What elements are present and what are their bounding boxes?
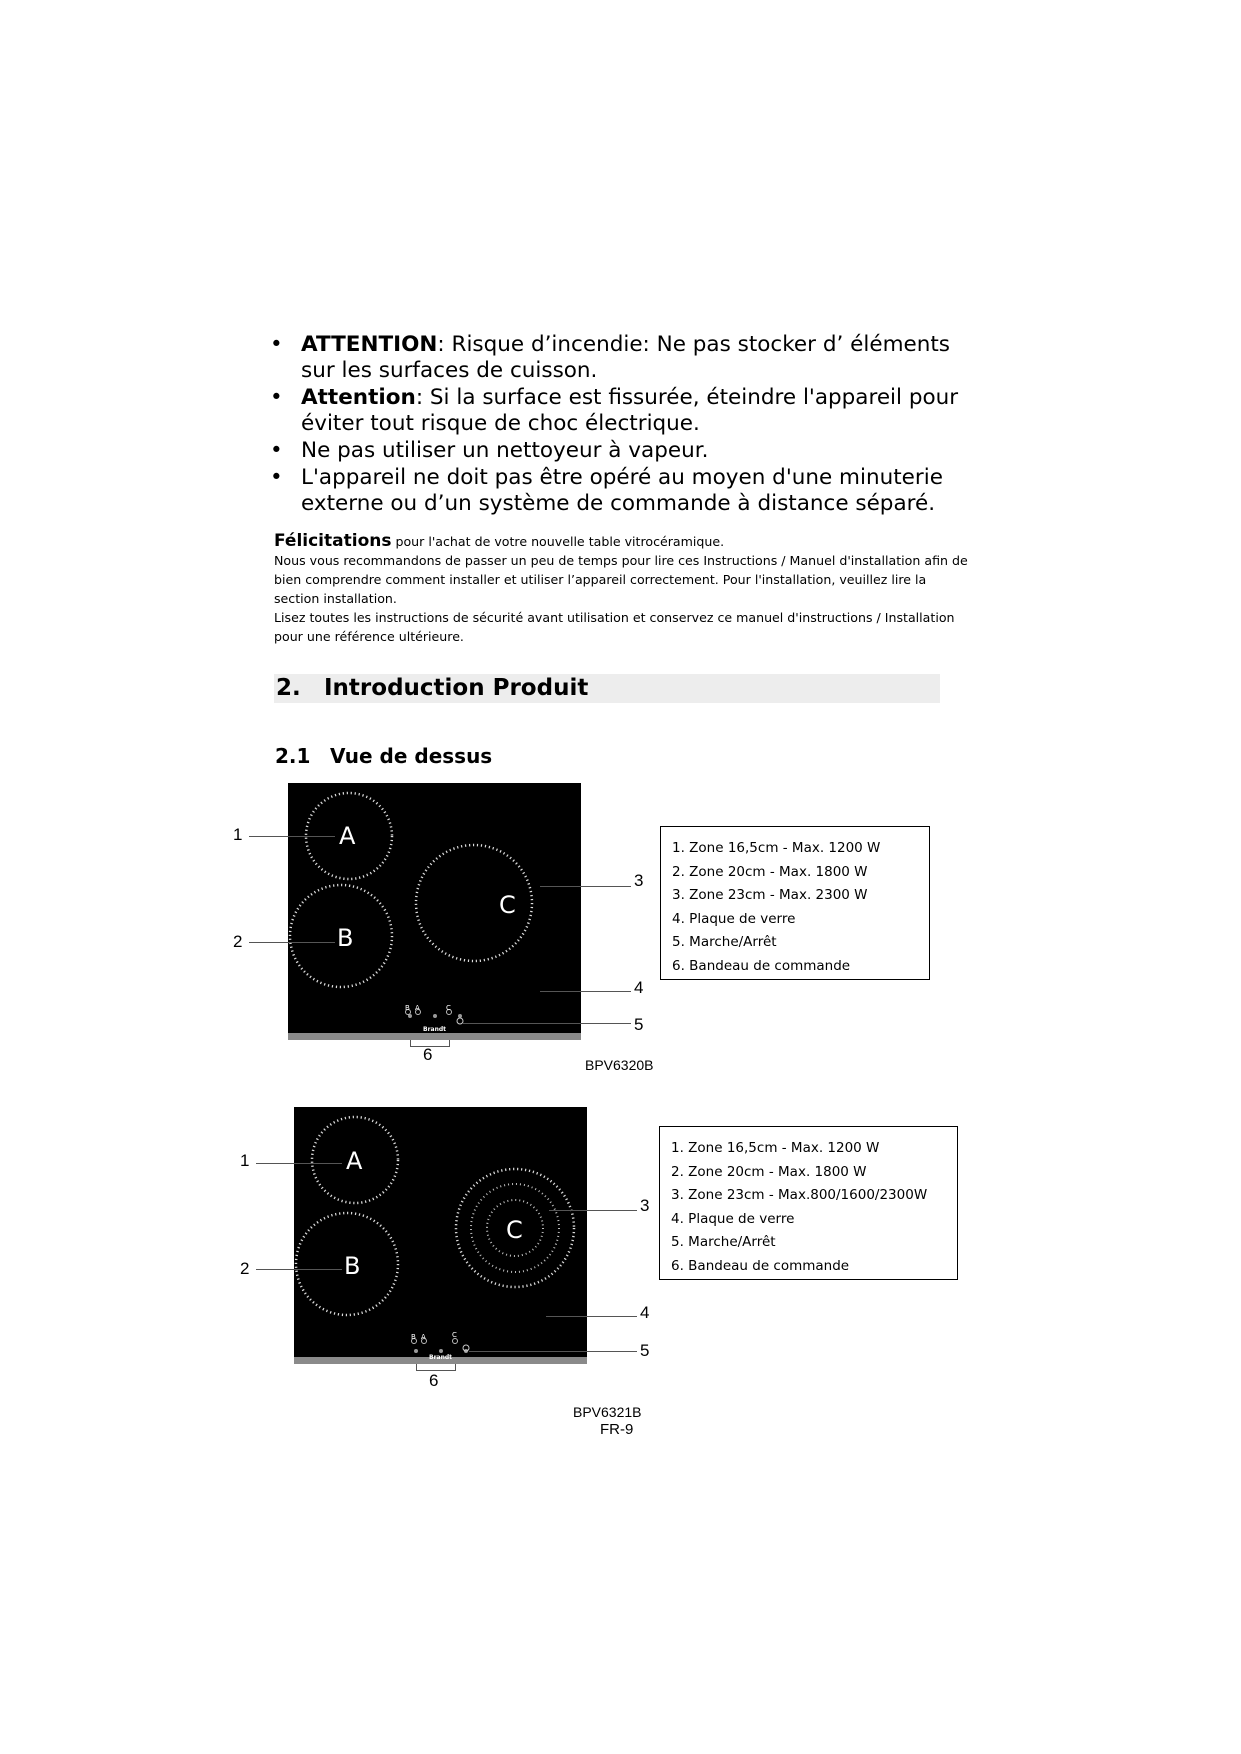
panel-dot — [439, 1349, 443, 1353]
leader-line-3 — [549, 1210, 637, 1211]
leader-line-5 — [463, 1023, 631, 1024]
zone-c-label: C — [506, 1216, 523, 1244]
warning-keyword: Attention — [301, 385, 416, 410]
callout-1: 1 — [240, 1151, 250, 1170]
callout-5: 5 — [640, 1341, 650, 1360]
section-number: 2. — [276, 675, 301, 701]
panel-label-b: B — [405, 1004, 410, 1012]
brand-logo: Brandt — [423, 1026, 447, 1033]
felicitations-line — [274, 532, 974, 551]
panel-label-b: B — [411, 1333, 416, 1341]
zone-a-label: A — [339, 822, 356, 850]
legend-item: 5. Marche/Arrêt — [672, 934, 777, 950]
callout-5: 5 — [634, 1015, 644, 1034]
felicitations-rest: pour l'achat de votre nouvelle table vitrocéramique. — [391, 534, 725, 549]
bracket-6 — [416, 1364, 456, 1371]
subsection-number: 2.1 — [275, 744, 311, 768]
cooking-zones-diagram — [288, 783, 581, 1040]
callout-2: 2 — [240, 1259, 250, 1278]
legend-item: 2. Zone 20cm - Max. 1800 W — [672, 863, 868, 880]
leader-line-1 — [256, 1163, 342, 1164]
intro-paragraph-1: Nous vous recommandons de passer un peu de temps pour lire ces Instructions / Manuel d'installation afin de bien comprendre comment installer et utiliser l’appareil correctement. Pour l'installation, veuillez lire la section installation. — [274, 553, 968, 606]
callout-3: 3 — [640, 1196, 650, 1215]
panel-dot — [458, 1014, 462, 1018]
leader-line-3 — [540, 886, 631, 887]
warning-item — [270, 465, 970, 517]
page-number: FR-9 — [600, 1421, 634, 1438]
panel-dot — [433, 1014, 437, 1018]
zone-c-label: C — [499, 891, 516, 919]
legend-item: 1. Zone 16,5cm - Max. 1200 W — [672, 840, 881, 856]
warning-list — [270, 332, 970, 518]
warning-text: : Risque d’incendie: Ne pas stocker d’ éléments sur les surfaces de cuisson. — [301, 332, 950, 383]
panel-dot — [414, 1349, 418, 1353]
callout-2: 2 — [233, 932, 243, 951]
zone-b-label: B — [337, 924, 354, 952]
warning-text: : Si la surface est fissurée, éteindre l'appareil pour éviter tout risque de choc électrique. — [301, 385, 959, 436]
panel-label-c: C — [446, 1004, 451, 1012]
warning-item — [270, 438, 970, 464]
leader-line-1 — [249, 836, 335, 837]
cooking-zones-diagram — [294, 1107, 587, 1364]
legend-item: 3. Zone 23cm - Max.800/1600/2300W — [671, 1187, 928, 1203]
warning-text: Ne pas utiliser un nettoyeur à vapeur. — [301, 438, 709, 463]
legend-box — [660, 826, 930, 980]
legend-item: 3. Zone 23cm - Max. 2300 W — [672, 887, 868, 903]
section-heading — [274, 674, 940, 703]
warning-item — [270, 385, 970, 437]
leader-line-5 — [469, 1351, 637, 1352]
callout-1: 1 — [233, 825, 243, 844]
model-name: BPV6321B — [573, 1404, 642, 1420]
callout-4: 4 — [640, 1303, 650, 1322]
legend-box — [659, 1126, 958, 1280]
section-title: Introduction Produit — [324, 675, 589, 701]
legend-item: 4. Plaque de verre — [671, 1210, 795, 1227]
panel-label-a: A — [421, 1333, 426, 1341]
callout-6: 6 — [429, 1371, 439, 1390]
legend-item: 2. Zone 20cm - Max. 1800 W — [671, 1163, 867, 1180]
legend-item: 1. Zone 16,5cm - Max. 1200 W — [671, 1140, 880, 1156]
zone-c-control-icon — [453, 1339, 458, 1344]
intro-paragraph-2: Lisez toutes les instructions de sécurité avant utilisation et conservez ce manuel d'instructions / Installation pour une référence ultérieure. — [274, 610, 955, 644]
subsection-heading — [275, 743, 492, 769]
legend-item: 6. Bandeau de commande — [671, 1257, 850, 1274]
legend-item: 4. Plaque de verre — [672, 910, 796, 927]
warning-keyword: ATTENTION — [301, 332, 438, 357]
zone-b-label: B — [344, 1252, 361, 1280]
legend-item: 6. Bandeau de commande — [672, 957, 851, 974]
zone-a-label: A — [346, 1147, 363, 1175]
subsection-title: Vue de dessus — [330, 744, 493, 768]
panel-label-c: C — [452, 1331, 457, 1339]
intro-text — [274, 532, 974, 646]
warning-item — [270, 332, 970, 384]
callout-6: 6 — [423, 1045, 433, 1064]
leader-line-4 — [540, 991, 631, 992]
leader-line-2 — [256, 1269, 342, 1270]
callout-4: 4 — [634, 978, 644, 997]
callout-3: 3 — [634, 871, 644, 890]
felicitations-heading: Félicitations — [274, 531, 392, 551]
legend-item: 5. Marche/Arrêt — [671, 1234, 776, 1250]
leader-line-2 — [249, 942, 335, 943]
brand-logo: Brandt — [429, 1354, 453, 1361]
panel-label-a: A — [415, 1004, 420, 1012]
leader-line-4 — [546, 1316, 637, 1317]
model-name: BPV6320B — [585, 1057, 654, 1073]
warning-text: L'appareil ne doit pas être opéré au moyen d'une minuterie externe ou d’un système de commande à distance séparé. — [301, 465, 943, 516]
